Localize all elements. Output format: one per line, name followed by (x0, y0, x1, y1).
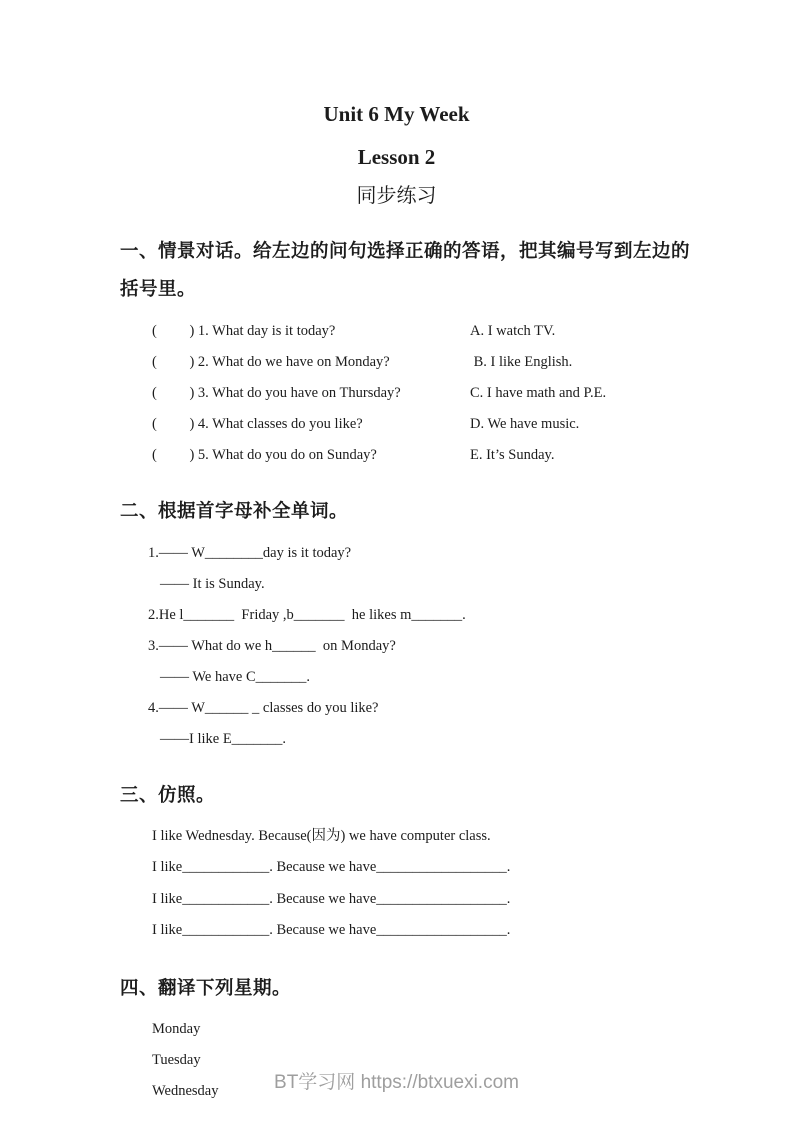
match-row-1 (152, 316, 793, 347)
match-question-2: ( ) 2. What do we have on Monday? (152, 354, 390, 370)
match-row-2 (152, 347, 793, 378)
match-question-1: ( ) 1. What day is it today? (152, 323, 336, 339)
unit-title: Unit 6 My Week (323, 102, 470, 126)
section2-fill-list (0, 538, 793, 755)
blank-sentence-3: I like____________. Because we have__________________. (152, 922, 511, 938)
fill-line-1-question: 1.—— W________day is it today? (148, 545, 352, 561)
site-watermark[interactable]: BT学习网 https://btxuexi.com (274, 1072, 519, 1093)
match-answer-d: D. We have music. (470, 416, 580, 432)
subtitle-practice: 同步练习 (356, 185, 437, 207)
match-row-4 (152, 409, 793, 440)
blank-sentence-2: I like____________. Because we have__________________. (152, 890, 511, 907)
match-answer-c: C. I have math and P.E. (470, 385, 607, 401)
title-block (0, 0, 793, 208)
weekday-wednesday: Wednesday (152, 1082, 219, 1099)
section4-heading: 四、翻译下列星期。 (120, 978, 292, 999)
weekday-monday: Monday (152, 1020, 201, 1037)
lesson-title: Lesson 2 (357, 145, 436, 169)
fill-line-4-question: 4.—— W______ _ classes do you like? (148, 700, 379, 716)
fill-line-4-reply: ——I like E_______. (160, 731, 287, 747)
section1-match-list (0, 316, 793, 471)
fill-line-2: 2.He l_______ Friday ,b_______ he likes m_______. (148, 607, 466, 623)
match-row-3 (152, 378, 793, 409)
section1-heading: 一、情景对话。给左边的问句选择正确的答语，把其编号写到左边的括号里。 (120, 242, 691, 300)
blank-sentence-1: I like____________. Because we have__________________. (152, 859, 511, 875)
fill-line-3-reply: —— We have C_______. (160, 669, 310, 685)
match-row-5 (152, 440, 793, 471)
match-question-5: ( ) 5. What do you do on Sunday? (152, 447, 377, 463)
section2-heading: 二、根据首字母补全单词。 (120, 502, 349, 522)
match-answer-b: B. I like English. (470, 354, 573, 370)
match-question-3: ( ) 3. What do you have on Thursday? (152, 385, 401, 401)
weekday-tuesday: Tuesday (152, 1051, 201, 1068)
match-question-4: ( ) 4. What classes do you like? (152, 416, 363, 432)
match-answer-a: A. I watch TV. (470, 323, 556, 339)
match-answer-e: E. It’s Sunday. (470, 447, 555, 463)
section3-block (0, 820, 793, 947)
fill-line-1-reply: —— It is Sunday. (160, 576, 265, 592)
example-sentence: I like Wednesday. Because(因为) we have computer class. (152, 828, 491, 844)
fill-line-3-question: 3.—— What do we h______ on Monday? (148, 638, 396, 654)
section3-heading: 三、仿照。 (120, 786, 216, 806)
